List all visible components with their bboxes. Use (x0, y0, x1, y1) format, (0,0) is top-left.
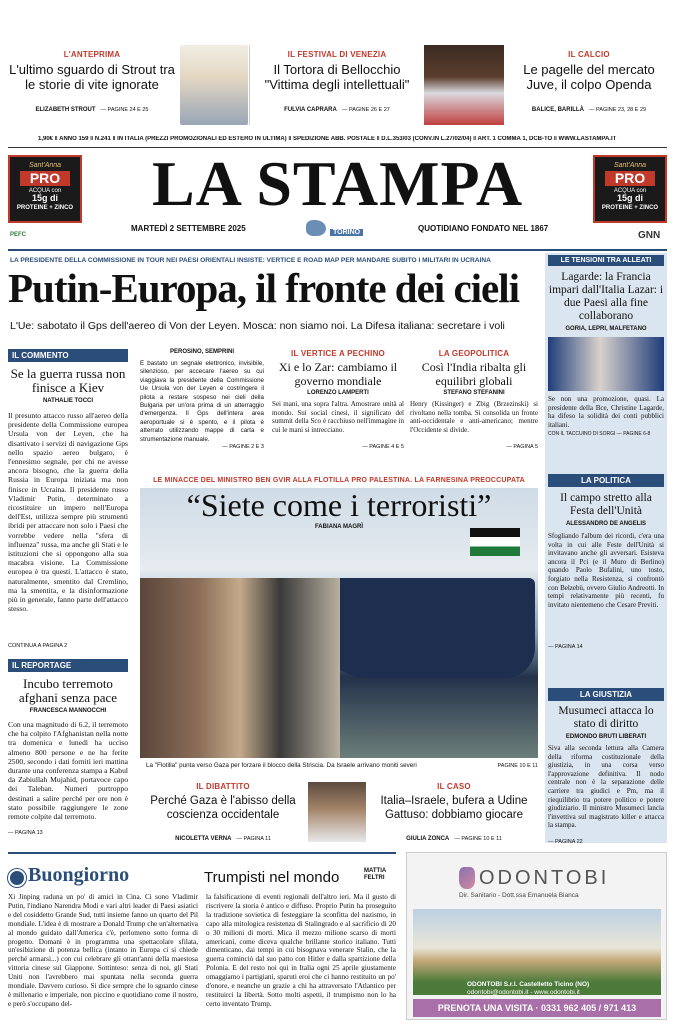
article-meta (370, 825, 538, 844)
article-byline: FRANCESCA MANNOCCHI (29, 708, 107, 714)
article-title: Xi e lo Zar: cambiamo il governo mondiale (278, 360, 398, 388)
odontobi-logo-icon (459, 867, 475, 889)
teaser-byline (6, 96, 178, 115)
info-line: 1,90€ ‖ ANNO 159 ‖ N.241 ‖ IN ITALIA (PREZZI PROMOZIONALI ED ESTERO IN ULTIMA) ‖ SPEDIZIONE ABB. POSTALE ‖ D.L.353/03 (CONV.IN L.27/02/04) ‖ ART. 1 COMMA 1, DCB-TO ‖ WWW.LASTAMPA.IT (38, 136, 617, 142)
article-byline: GIULIA ZONCA (406, 836, 450, 842)
vertice-article[interactable] (272, 349, 404, 450)
article-body: Con una magnitudo di 6.2, il terremoto che ha colpito l'Afghanistan nella notte tra domenica e lunedì ha ucciso almeno 800 persone e ne ha ferite 2500, secondo i dati forniti ieri mattina durante una conferenza stampa a Kabul da Zabiullah Mujahid, portavoce capo dei Taleban. Numeri purtroppo destinati a salire perché per ore non è stato possibile raggiungere le zone remote colpite dal terremoto. (8, 720, 128, 822)
teaser-author: ELIZABETH STROUT (35, 107, 96, 113)
promo-pro: PRO (20, 171, 70, 186)
top-teaser-2[interactable] (252, 50, 422, 113)
crowd-figures (140, 578, 340, 758)
piemonte-map-icon (306, 220, 326, 236)
article-title: Musumeci attacca lo stato di diritto (558, 705, 654, 730)
article-page: CON IL TACCUINO DI SORGI — PAGINE 6-8 (548, 431, 651, 437)
giustizia-article[interactable] (548, 688, 664, 845)
promo-line: 15g di (616, 193, 643, 203)
article-body: Se non una promozione, quasi. La presidente della Bce, Christine Lagarde, ha difeso la solidità dei conti pubblici italiani. (548, 395, 664, 429)
article-kicker: IL DIBATTITO (196, 782, 250, 791)
article-body: Sei mani, una sopra l'altra. Amostrare unità al mondo. Sui social cinesi, il significato del summit della Sco è racchiuso nell'immagine in cui le mani si intrecciano. (272, 400, 404, 434)
palestine-flag (470, 528, 520, 556)
reportage-article[interactable] (8, 659, 128, 836)
article-title: Se la guerra russa non finisce a Kiev (10, 366, 126, 395)
article-body: Henry (Kissinger) e Zbig (Brzezinski) si rivoltano nella tomba. Si consolida un fronte anti-occidentale e anti-americano; mentre l'Occidente si divide. (410, 400, 538, 434)
article-page: — PAGINE 4 E 5 (362, 444, 404, 450)
teaser-byline (252, 96, 422, 115)
masthead-date: MARTEDÌ 2 SETTEMBRE 2025 (131, 224, 246, 233)
promo-line: ACQUA con (28, 188, 62, 194)
buongiorno-col1: Xi Jinping raduna un po' di amici in Cina. Ci sono Vladimir Putin, l'indiano Narendra Modi e vari altri leader di Paesi asiatici e del cosiddetto Grande Sud, tutti insieme fanno un quarto del Pil mondiale. L'idea è di mostrare a Donald Trump che un'alternativa al mondo guidato dall'America c'è, perlomeno sotto forma di progetto. Domani è in programma una spettacolare sfilata, un'esibizione di potenza bellica (intanto in Europa ci si chiede perché armarsi...) con cui celebrare gli ottant'anni della maestosa vittoria cinese sul Giappone. Sottinteso: senza di noi, gli Stati Uniti non l'avrebbero mai spuntata nella seconda guerra mondiale. Davvero curioso. Si dice sempre che lo sguardo cinese è millenario e imperiale, non piccino e quotidiano come il nostro, e però s'occupano del- (8, 893, 198, 1008)
buongiorno-subtitle: Trumpisti nel mondo (204, 869, 340, 886)
promo-line: 15g di (31, 193, 58, 203)
article-page: — PAGINE 2 E 3 (222, 444, 264, 450)
openda-photo (424, 45, 504, 125)
teaser-page: — PAGINE 23, 28 E 29 (589, 107, 647, 113)
pefc-logo: PEFC (10, 232, 27, 238)
caso-article[interactable] (370, 782, 538, 844)
commento-article[interactable] (8, 349, 128, 649)
buongiorno-col2: la falsificazione di eventi regionali dell'altro ieri. Ma il gusto di riscrivere la storia è antico e diffuso. Proprio Putin ha proseguito la tradizione sovietica di festeggiare la sconfitta del nazismo, in capo alla mitologica resistenza di Stalingrado e al sacrificio di 20 o 30 milioni di morti. Mica il mezzo milione scarso di morti americani, come diceva qualche brillante storico italiano. Tutti dimenticano, dai tempi in cui bisognava venerare Stalin, che la guerra cominciò dal suo patto con Hitler e dalla spartizione della Polonia. E del resto noi qui in Italia ogni 25 aprile giustamente omaggiamo i partigiani, sparuti eroi che ci hanno restituito un po' d'onore, e neanche un grazie a chi ha attraversato l'Atlantico per restituirci la libertà. Sotto molti aspetti, il trumpismo non lo ha certo inventato Trump. (206, 893, 396, 1008)
article-title: Così l'India ribalta gli equilibri globali (421, 360, 527, 388)
teaser-byline (506, 96, 672, 115)
section-label: LE TENSIONI TRA ALLEATI (548, 255, 664, 266)
article-continue: CONTINUA A PAGINA 2 (8, 643, 68, 649)
article-body: È bastato un segnale elettronico, invisibile, silenzioso, per accecare l'aereo su cui viaggiava la presidente della Commissione Ue Ursula von der Leyen e costringere il pilota a restare sospeso nei cieli della Bulgaria per un'ora prima di un atterraggio d'emergenza. Il Gps dell'intera area aeroportuale si è spento, e il pilota è atterrato utilizzando mappe di carta e strumentazione manuale. (140, 360, 264, 443)
teaser-page: — PAGINE 24 E 25 (100, 107, 149, 113)
article-byline: GORIA, LEPRI, MALFETANO (565, 326, 647, 332)
teaser-title: Le pagelle del mercato Juve, il colpo Openda (523, 62, 655, 92)
masthead-city: TORINO (330, 229, 363, 236)
article-page: — PAGINA 5 (506, 444, 538, 450)
article-kicker: IL VERTICE A PECHINO (291, 349, 385, 358)
ad-email: odontobi@odontobi.it - www.odontobi.it (467, 989, 580, 996)
article-meta (140, 825, 306, 844)
article-title: Italia–Israele, bufera a Udine Gattuso: dobbiamo giocare (380, 795, 528, 821)
teaser-title: Il Tortora di Bellocchio "Vittima degli intellettuali" (264, 62, 410, 92)
gnn-logo: GNN (638, 230, 661, 241)
teaser-kicker: IL CALCIO (568, 50, 610, 59)
article-byline: LORENZO LAMPERTI (307, 390, 369, 396)
article-byline: NATHALIE TOCCI (42, 398, 94, 404)
flotilla-page: PAGINE 10 E 11 (497, 763, 538, 769)
article-page: — PAGINA 22 (548, 839, 583, 845)
promo-brand: Sant'Anna (28, 162, 62, 169)
gattuso-photo (308, 782, 366, 842)
article-kicker: IL CASO (437, 782, 471, 791)
strout-photo (180, 45, 248, 125)
flotilla-kicker: LE MINACCE DEL MINISTRO BEN GVIR ALLA FLOTILLA PRO PALESTINA. LA FARNESINA PREOCCUPATA (153, 477, 525, 484)
teaser-kicker: IL FESTIVAL DI VENEZIA (287, 50, 387, 59)
flotilla-headline[interactable]: “Siete come i terroristi” (186, 487, 492, 523)
flotilla-caption: La "Flotilla" punta verso Gaza per forzare il blocco della Striscia. Da Israele arrivano moniti severi (146, 762, 417, 769)
ad-cta[interactable]: PRENOTA UNA VISITA · 0331 962 405 / 971 413 (413, 999, 661, 1017)
section-label: LA POLITICA (548, 474, 664, 487)
ad-brand: ODONTOBI (479, 867, 610, 889)
teaser-kicker: L'ANTEPRIMA (63, 50, 121, 59)
article-byline: PEROSINO, SEMPRINI (169, 349, 234, 355)
article-title: Il campo stretto alla Festa dell'Unità (560, 492, 652, 517)
article-body: Il presunto attacco russo all'aereo della presidente della Commissione europea Ursula von der Leyen, che ha disattivato i servizi di navigazione Gps nello spazio aereo bulgaro, è l'ennesimo segnale, per chi ne avesse ancora bisogno, che la guerra della Russia in Europa iniziata ma non finisce in Ucraina. Il presidente russo Vladimir Putin, determinato a ricostituire un impero nell'Europa dell'Est, utilizza sempre più strumenti ibridi per attaccare non solo i Paesi che vorrebbe vedere nella "sfera di influenza" russa, ma anche gli Stati e le istituzioni che si oppongono alla sua macabra visione. La Commissione europea è tra questi. L'attacco è stato, naturalmente, smentito dal Cremlino, ma la smentita, e la disinformazione più in generale, fanno parte dell'attacco stesso. (8, 411, 128, 614)
top-teaser-3[interactable] (506, 50, 672, 113)
top-teaser-1[interactable] (6, 50, 178, 113)
article-page: — PAGINE 10 E 11 (454, 836, 502, 842)
semprini-article[interactable] (140, 349, 264, 450)
article-byline: NICOLETTA VERNA (175, 836, 232, 842)
article-body: Siva alla seconda lettura alla Camera della riforma costituzionale della giustizia, in una corsa verso l'approvazione definitiva. Il nodo centrale non è la separazione delle carriere tra giudici e Pm, ma il riequilibrio tra potere politico e potere giudiziario. Il ministro Musumeci lancia l'invettiva sul magistrato killer e attacca la stampa. (548, 744, 664, 830)
masthead-founded: QUOTIDIANO FONDATO NEL 1867 (418, 224, 549, 233)
section-label: IL REPORTAGE (8, 659, 128, 672)
sun-icon (10, 871, 24, 885)
lagarde-photo (548, 337, 664, 391)
promo-box-left[interactable] (8, 155, 82, 223)
article-body: Sfogliando l'album dei ricordi, c'era una volta in cui alle Feste dell'Unità si invitavano anche gli avversari. Esisteva ancora il Pci (e il Muro di Berlino) quando Paolo Bufalini, uno tosto, forgiato nella Resistenza, si confrontò con Belzebù, ovvero Giulio Andreotti. In tempi relativamente più recenti, fu invitato nientemeno che Cesare Previti. (548, 532, 664, 609)
geopolitica-article[interactable] (410, 349, 538, 450)
odontobi-ad[interactable] (406, 852, 667, 1020)
article-page: — PAGINA 13 (8, 830, 43, 836)
article-byline: STEFANO STEFANINI (443, 390, 505, 396)
teaser-page: — PAGINE 26 E 27 (341, 107, 390, 113)
promo-line: ACQUA con (613, 188, 647, 194)
lead-headline[interactable]: Putin-Europa, il fronte dei cieli (8, 265, 520, 311)
politica-article[interactable] (548, 474, 664, 650)
promo-brand: Sant'Anna (613, 162, 647, 169)
lead-kicker: LA PRESIDENTE DELLA COMMISSIONE IN TOUR NEI PAESI ORIENTALI INSISTE: VERTICE E ROAD MAP PER MANDARE SUBITO I MILITARI IN UCRAINA (10, 257, 491, 264)
article-title: Incubo terremoto afghani senza pace (18, 676, 118, 705)
teaser-author: BALICE, BARILLÀ (531, 107, 584, 113)
article-page: — PAGINA 14 (548, 644, 583, 650)
article-title: Lagarde: la Francia impari dall'Italia Lazar: i due Paesi alla fine collaborano (548, 271, 664, 322)
lead-subhead: L'Ue: sabotato il Gps dell'aereo di Von der Leyen. Mosca: non siamo noi. La Difesa italiana: secretare i voli (10, 320, 505, 332)
dibattito-article[interactable] (140, 782, 306, 844)
tensioni-article[interactable] (548, 255, 664, 437)
ship-hull (310, 578, 535, 678)
buongiorno-author: MATTIA FELTRI (364, 868, 386, 881)
ad-address: ODONTOBI S.r.l. Castelletto Ticino (NO) (467, 981, 590, 988)
promo-box-right[interactable] (593, 155, 667, 223)
promo-line: PROTEINE + ZINCO (601, 205, 659, 211)
teaser-title: L'ultimo sguardo di Strout tra le storie di vite ignorate (9, 62, 175, 92)
article-byline: ALESSANDRO DE ANGELIS (565, 521, 647, 527)
article-page: — PAGINA 11 (236, 836, 271, 842)
section-label: IL COMMENTO (8, 349, 128, 362)
article-byline: EDMONDO BRUTI LIBERATI (565, 734, 647, 740)
ad-sub: Dir. Sanitario - Dott.ssa Emanuela Bianca (459, 892, 579, 899)
promo-pro: PRO (605, 171, 655, 186)
article-kicker: LA GEOPOLITICA (438, 349, 510, 358)
section-label: LA GIUSTIZIA (548, 688, 664, 701)
promo-line: PROTEINE + ZINCO (16, 205, 74, 211)
article-title: Perché Gaza è l'abisso della coscienza occidentale (150, 795, 296, 821)
buongiorno-title[interactable]: Buongiorno (28, 864, 130, 886)
flotilla-byline: FABIANA MAGRÌ (314, 524, 364, 530)
masthead-title[interactable]: LA STAMPA (151, 148, 524, 219)
teaser-author: FULVIA CAPRARA (284, 107, 337, 113)
